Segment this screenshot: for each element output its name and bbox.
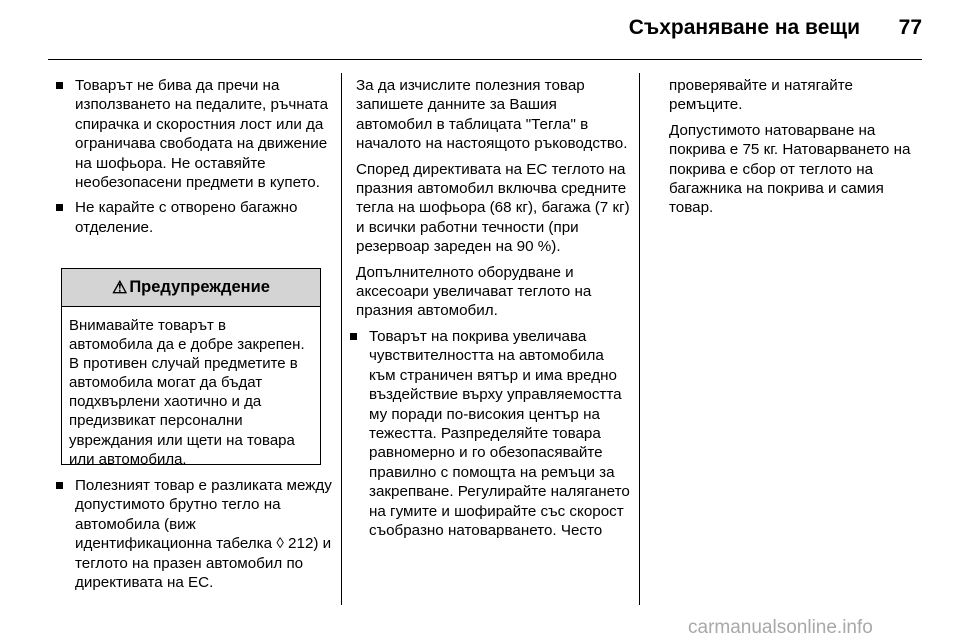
paragraph: За да изчислите полезния товар запишете данните за Вашия автомобил в таблицата "Тегла" в началото на настоящото ръководство. [356,77,628,153]
warning-box [61,268,321,468]
list-item-text [75,477,332,591]
watermark: carmanualsonline.info [688,617,873,638]
paragraph: проверявайте и натягайте ремъците. [669,77,853,114]
page-number: 77 [898,16,922,39]
list-item-text: Товарът на покрива увеличава чувствителността на автомобила към страничен вятър и има вредно въздействие върху управляемостта му поради по-високия център на тежестта. Разпределяйте товара равномерно и го обезопасявайте правилно с помощта на ремъци за закрепване. Регулирайте налягането на гумите и шофирайте със скорост съобразно натоварването. Често [369,327,630,539]
bullet-square-icon [56,82,63,89]
list-item [48,476,333,592]
page-title: Съхраняване на вещи [628,16,860,39]
bullet-square-icon [350,333,357,340]
header-rule [48,59,922,60]
column-3 [669,76,925,224]
bullet-square-icon [56,204,63,211]
list-item-text-part: Полезният товар е разликата между допустимото брутно тегло на автомобила (виж идентификационна табелка [75,477,332,553]
list-item-text: Не карайте с отворено багажно отделение. [75,199,298,236]
list-item [342,327,632,540]
warning-text: Внимавайте товарът в автомобила да е добре закрепен. В противен случай предметите в автомобила могат да бъдат подхвърлени хаотично и да предизвикат персонални увреждания или щети на товара или автомобила. [69,317,305,468]
warning-title: Предупреждение [129,278,270,296]
warning-header [62,269,320,307]
paragraph: Допълнителното оборудване и аксесоари увеличават теглото на празния автомобил. [356,263,592,320]
list-item [48,76,333,192]
column-1 [48,76,333,243]
column-1-lower [48,476,333,598]
column-divider-2 [639,73,640,605]
paragraph: Допустимото натоварване на покрива е 75 кг. Натоварването на покрива е сбор от теглото на багажника на покрива и самия товар. [669,121,911,217]
paragraph: Според директивата на ЕС теглото на празния автомобил включва средните тегла на шофьора (68 кг), багажа (7 кг) и всички работни течности (при резервоар зареден на 90 %). [356,160,630,256]
list-item-text: Товарът не бива да пречи на използването на педалите, ръчната спирачка и скоростния лост или да ограничава свободата на движение на шофьора. Не оставяйте необезопасени предмети в купето. [75,77,329,192]
bullet-square-icon [56,482,63,489]
list-item-text-part: 212) и теглото на празен автомобил по директивата на ЕС. [75,535,332,592]
warning-triangle-icon: ⚠ [112,277,128,297]
column-2 [356,76,632,546]
page-reference-icon: ◊ [276,535,284,553]
list-item [48,198,333,237]
